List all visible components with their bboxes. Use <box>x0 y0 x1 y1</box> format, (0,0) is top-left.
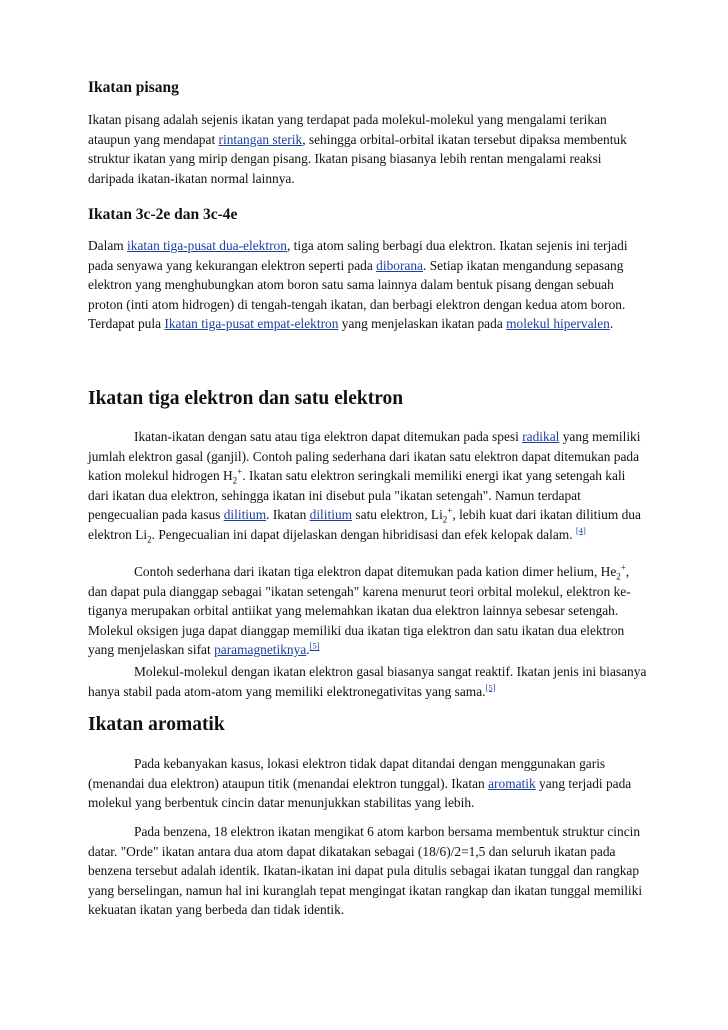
text-run: . Setiap ikatan mengandung sepasang elektron yang menghubungkan atom boron satu sama lainnya dalam bentuk pisang dengan sebuah proton (inti atom hidrogen) di tengah-tengah ikatan, dan berbagi elektron dengan kedua atom boron. Terdapat pula <box>88 257 626 331</box>
superscript: + <box>447 505 453 516</box>
link-ikatan-tiga-pusat-empat-elektron[interactable]: Ikatan tiga-pusat empat-elektron <box>164 316 339 331</box>
paragraph-ikatan-tiga-elektron <box>88 562 648 660</box>
text-run: yang menjelaskan ikatan pada <box>338 316 507 331</box>
text-run: , lebih kuat dari ikatan dilitium dua elektron Li <box>88 507 641 542</box>
text-run: Ikatan pisang adalah sejenis ikatan yang terdapat pada molekul-molekul yang mengalami terikan ataupun yang mendapat <box>88 112 607 147</box>
reference-link-5b[interactable]: [5] <box>485 682 496 693</box>
paragraph-aromatik-1 <box>88 754 648 813</box>
text-run: Molekul-molekul dengan ikatan elektron gasal biasanya sangat reaktif. Ikatan jenis ini biasanya hanya stabil pada atom-atom yang memiliki elektronegativitas yang sama. <box>88 664 647 699</box>
heading-ikatan-tiga-elektron: Ikatan tiga elektron dan satu elektron <box>88 388 404 409</box>
link-aromatik[interactable]: aromatik <box>488 775 536 791</box>
text-run: Pada kebanyakan kasus, lokasi elektron tidak dapat ditandai dengan menggunakan garis (menandai dua elektron) ataupun titik (menandai elektron tunggal). Ikatan <box>88 756 606 791</box>
heading-ikatan-pisang: Ikatan pisang <box>88 79 179 96</box>
text-run: . Ikatan satu elektron seringkali memiliki energi ikat yang setengah kali dari ikatan dua elektron, sehingga ikatan ini disebut pula "ikatan setengah". Namun terdapat pengecualian pada kasus <box>88 468 626 522</box>
link-paramagnetiknya[interactable]: paramagnetiknya <box>214 642 307 657</box>
text-run: yang memiliki jumlah elektron gasal (ganjil). Contoh paling sederhana dari ikatan satu elektron dapat ditemukan pada kation molekul hidrogen H <box>88 429 641 483</box>
subscript: 2 <box>616 571 621 582</box>
superscript: + <box>237 466 243 477</box>
paragraph-aromatik-2 <box>88 822 648 920</box>
superscript: + <box>620 562 626 573</box>
link-ikatan-tiga-pusat-dua-elektron[interactable]: ikatan tiga-pusat dua-elektron <box>127 238 287 253</box>
link-radikal[interactable]: radikal <box>522 429 560 444</box>
text-run: yang terjadi pada molekul yang berbentuk cincin datar menunjukkan stabilitas yang lebih. <box>88 775 632 810</box>
subscript: 2 <box>147 534 152 545</box>
paragraph-ikatan-pisang <box>88 110 648 188</box>
text-run: , sehingga orbital-orbital ikatan tersebut dipaksa membentuk struktur ikatan yang mirip dengan pisang. Ikatan pisang biasanya lebih rentan mengalami reaksi daripada ikatan-ikatan normal lainnya. <box>88 131 627 186</box>
reference-link-5[interactable]: [5] <box>309 640 320 651</box>
link-diborana[interactable]: diborana <box>376 257 424 273</box>
reference-link-4[interactable]: [4] <box>575 525 586 536</box>
text-run: Pada benzena, 18 elektron ikatan mengikat 6 atom karbon bersama membentuk struktur cincin datar. "Orde" ikatan antara dua atom dapat dikatakan sebagai (18/6)/2=1,5 dan seluruh ikatan pada benzena tersebut adalah identik. Ikatan-ikatan ini dapat pula ditulis sebagai ikatan tunggal dan rangkap yang berselingan, namun hal ini kuranglah tepat mengingat ikatan rangkap dan ikatan tunggal memiliki kekuatan ikatan yang berbeda dan tidak identik. <box>88 824 643 917</box>
text-run: . <box>609 316 614 331</box>
text-run: Dalam <box>88 238 128 253</box>
text-run: , dan dapat pula dianggap sebagai "ikatan setengah" karena menurut teori orbital molekul, elektron ke-tiganya merupakan orbital antiikat yang melemahkan ikatan dua elektron lainnya sebesar setengah. Molekul oksigen juga dapat dianggap memiliki dua ikatan tiga elektron dan satu ikatan dua elektron yang menjelaskan sifat <box>88 564 631 657</box>
link-dilitium[interactable]: dilitium <box>223 507 267 522</box>
heading-ikatan-aromatik: Ikatan aromatik <box>88 714 225 735</box>
link-dilitium-2[interactable]: dilitium <box>309 507 353 522</box>
link-rintangan-sterik[interactable]: rintangan sterik <box>218 131 303 147</box>
text-run: satu elektron, Li <box>352 507 443 522</box>
heading-ikatan-3c: Ikatan 3c-2e dan 3c-4e <box>88 206 238 223</box>
paragraph-ikatan-3c <box>88 236 648 334</box>
text-run: , tiga atom saling berbagi dua elektron. Ikatan sejenis ini terjadi pada senyawa yang kekurangan elektron seperti pada <box>88 238 628 273</box>
paragraph-ikatan-gasal <box>88 662 648 701</box>
text-run: Contoh sederhana dari ikatan tiga elektron dapat ditemukan pada kation dimer helium, He <box>134 564 617 579</box>
link-molekul-hipervalen[interactable]: molekul hipervalen <box>506 316 610 331</box>
subscript: 2 <box>442 514 448 525</box>
text-run: . Ikatan <box>266 507 310 522</box>
text-run: . Pengecualian ini dapat dijelaskan dengan hibridisasi dan efek kelopak dalam. <box>151 526 576 542</box>
paragraph-ikatan-satu-elektron <box>88 427 648 544</box>
subscript: 2 <box>232 475 238 486</box>
text-run: Ikatan-ikatan dengan satu atau tiga elektron dapat ditemukan pada spesi <box>134 429 523 444</box>
text-run: . <box>306 642 310 657</box>
